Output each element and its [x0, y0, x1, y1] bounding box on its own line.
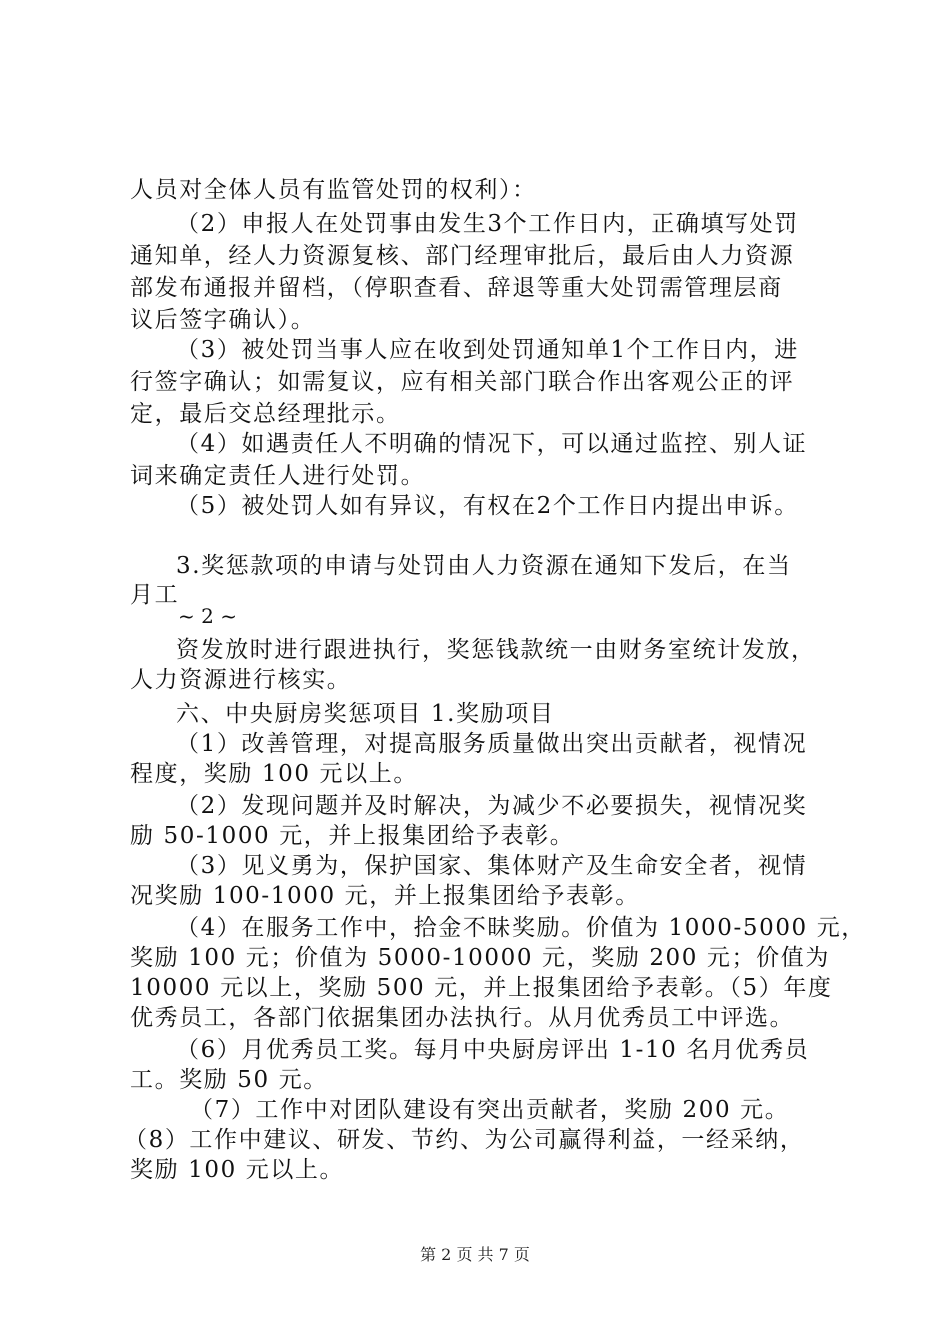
text-line: （2）申报人在处罚事由发生3个工作日内，正确填写处罚	[176, 211, 799, 237]
text-line: 资发放时进行跟进执行，奖惩钱款统一由财务室统计发放，	[176, 637, 816, 663]
text-line: 人员对全体人员有监管处罚的权利）：	[130, 177, 537, 203]
text-line: （2）发现问题并及时解决，为减少不必要损失，视情况奖	[176, 793, 808, 819]
text-line: 10000 元以上，奖励 500 元，并上报集团给予表彰。（5）年度	[130, 975, 833, 1001]
text-line: 月工	[130, 582, 180, 608]
text-line: 通知单，经人力资源复核、部门经理审批后，最后由人力资源	[130, 243, 795, 269]
page-footer: 第 2 页 共 7 页	[420, 1245, 530, 1264]
text-line: 定，最后交总经理批示。	[130, 401, 401, 427]
text-line: 奖励 100 元以上。	[130, 1157, 345, 1183]
text-line: 3.奖惩款项的申请与处罚由人力资源在通知下发后，在当	[176, 553, 792, 579]
text-line: 优秀员工，各部门依据集团办法执行。从月优秀员工中评选。	[130, 1005, 795, 1031]
text-line: （5）被处罚人如有异议，有权在2个工作日内提出申诉。	[176, 493, 799, 519]
text-line: 奖励 100 元；价值为 5000-10000 元，奖励 200 元；价值为	[130, 945, 830, 971]
text-line: （3）被处罚当事人应在收到处罚通知单1个工作日内，进	[176, 337, 799, 363]
text-line: 议后签字确认）。	[130, 307, 316, 333]
text-line: 部发布通报并留档，（停职查看、辞退等重大处罚需管理层商	[130, 275, 783, 301]
text-line: （7）工作中对团队建设有突出贡献者，奖励 200 元。	[190, 1097, 790, 1123]
text-line: 人力资源进行核实。	[130, 667, 352, 693]
text-line: （6）月优秀员工奖。每月中央厨房评出 1-10 名月优秀员	[176, 1037, 810, 1063]
text-line: （1）改善管理，对提高服务质量做出突出贡献者，视情况	[176, 731, 808, 757]
text-line: （4）如遇责任人不明确的情况下，可以通过监控、别人证	[176, 431, 808, 457]
page-marker: ~ 2 ~	[178, 604, 237, 628]
text-line: 程度，奖励 100 元以上。	[130, 761, 418, 787]
text-line: 工。奖励 50 元。	[130, 1067, 328, 1093]
text-line: （8）工作中建议、研发、节约、为公司赢得利益，一经采纳，	[124, 1127, 805, 1153]
text-line: 励 50-1000 元，并上报集团给予表彰。	[130, 823, 575, 849]
text-line: 行签字确认；如需复议，应有相关部门联合作出客观公正的评	[130, 369, 795, 395]
text-line: 词来确定责任人进行处罚。	[130, 463, 426, 489]
text-line: （3）见义勇为，保护国家、集体财产及生命安全者，视情	[176, 853, 808, 879]
section-heading: 六、中央厨房奖惩项目 1.奖励项目	[176, 701, 555, 727]
text-line: 况奖励 100-1000 元，并上报集团给予表彰。	[130, 883, 640, 909]
text-line: （4）在服务工作中，拾金不昧奖励。价值为 1000-5000 元，	[176, 915, 866, 941]
